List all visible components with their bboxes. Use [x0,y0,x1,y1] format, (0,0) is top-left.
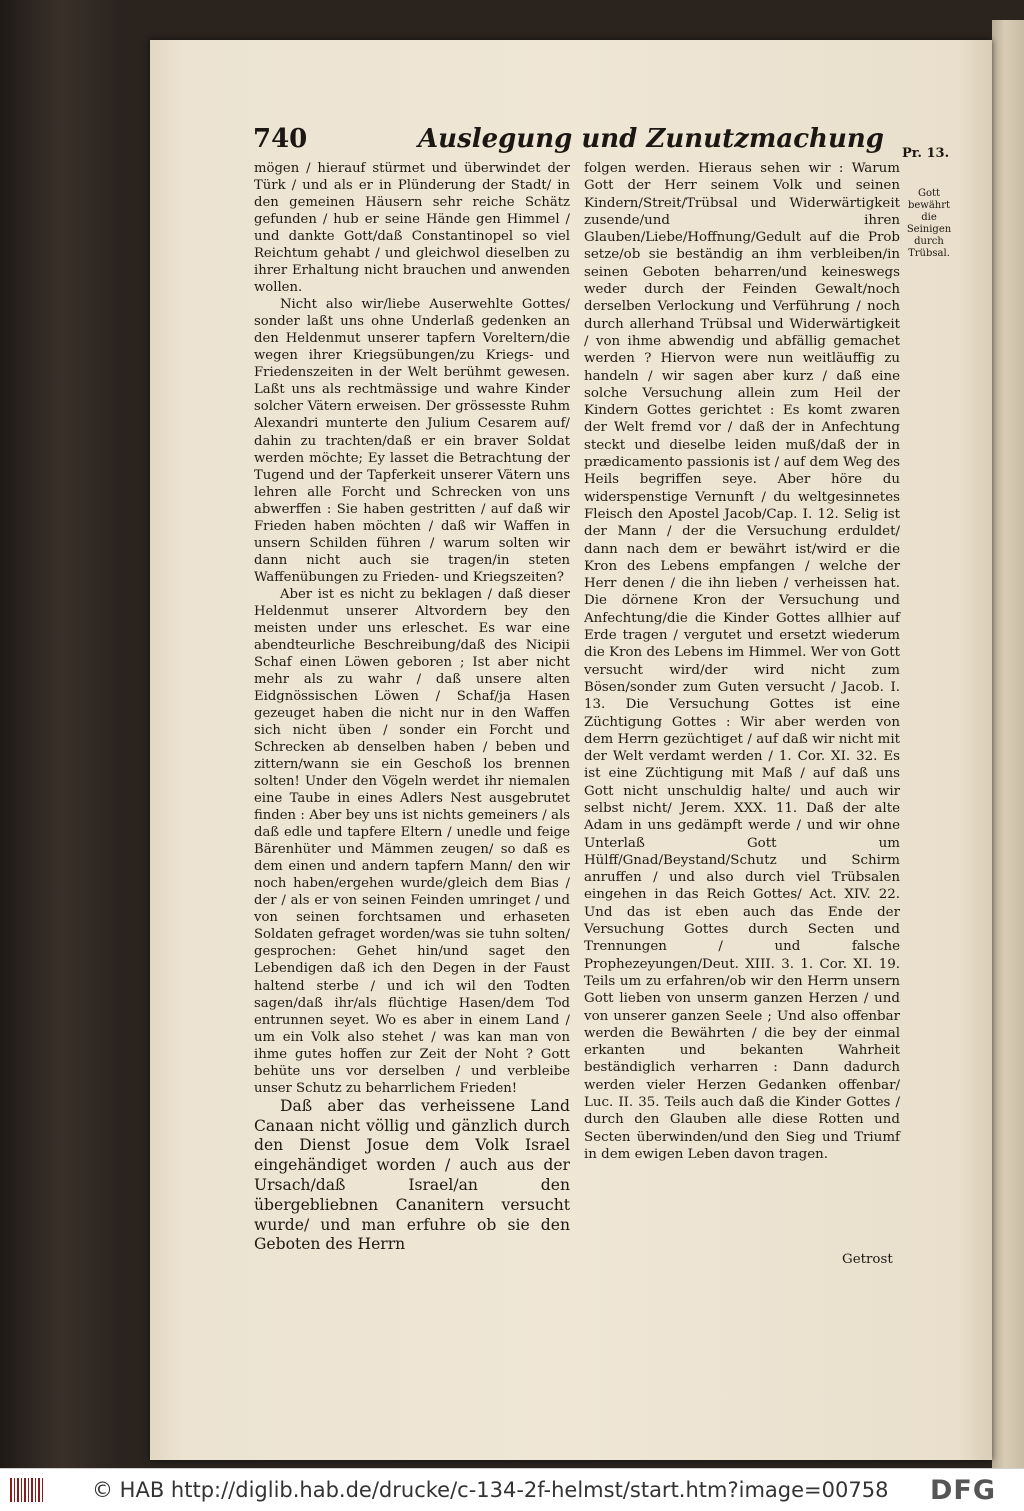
dfg-logo: DFG [930,1475,997,1506]
paragraph: Nicht also wir/liebe Auserwehlte Gottes/ sonder laßt uns ohne Underlaß gedenken an den Heldenmut unserer tapfern Voreltern/die wegen ihrer Kriegsübungen/zu Kriegs- und Friedenszeiten in der Welt berühmt gewesen. Laßt uns als rechtmässige und wahre Kinder solcher Vätern erweisen. Der grössesste Ruhm Alexandri munterte den Julium Cesarem auf/ dahin zu trachten/daß er ein braver Soldat werden möchte; Ey lasset die Betrachtung der Tugend und der Tapferkeit unserer Vätern uns lehren alle Forcht und Schrecken von uns abwerffen : Sie haben gestritten / auf daß wir Frieden haben möchten / daß wir Waffen in unsern Schilden führen / warum solten wir dann nicht auch sie tragen/in steten Waffenübungen zu Frieden- und Kriegszeiten? [254,297,570,585]
copyright-url[interactable]: © HAB http://diglib.hab.de/drucke/c-134-2f-helmst/start.htm?image=00758 [92,1478,889,1502]
catchword: Getrost [842,1252,893,1267]
running-title: Auslegung und Zunutzmachung [418,124,884,154]
paragraph: Aber ist es nicht zu beklagen / daß dieser Heldenmut unserer Altvordern bey den meisten under uns erleschet. Es war eine abendteurliche Beschreibung/daß des Nicipii Schaf einen Löwen geboren ; Ist aber nicht mehr als zu wahr / daß unsere alten Eidgnössischen Löwen / Schaf/ja Hasen gezeuget haben die nicht nur in den Waffen sich nicht üben / sonder ein Forcht und Schrecken ab denselben haben / beben und zittern/wann sie ein Geschoß los brennen solten! Under den Vögeln werdet ihr niemalen eine Taube in eines Adlers Nest ausgebrutet finden : Aber bey uns ist nichts gemeiners / als daß edle und tapfere Eltern / unedle und feige Bärenhüter und Mämmen zeugen/ so daß es dem einen und andern tapfern Mann/ den wir noch haben/ergehen wurde/gleich dem Bias / der / als er von seinen Feinden umringet / und von seinen forchtsamen und erhaseten Soldaten gefraget worden/was sie tuhn solten/ gesprochen: Gehet hin/und saget den Lebendigen daß ich den Degen in der Faust haltend sterbe / und ich wil den Todten sagen/daß ihr/als flüchtige Hasen/dem Tod entrunnen seyet. Wo es aber in einem Land / um ein Volk also stehet / was kan man von ihme gutes hoffen zur Zeit der Noht ? Gott behüte uns vor derselben / und verbleibe unser Schutz zu beharrlichem Frieden! [254,586,570,1096]
paragraph: folgen werden. Hieraus sehen wir : Warum Gott der Herr seinem Volk und seinen Kindern/Streit/Trübsal und Widerwärtigkeit zusende/und ihren Glauben/Liebe/Hoffnung/Gedult auf die Prob setze/ob sie beständig an ihm verbleiben/in seinen Geboten beharren/und keineswegs weder durch der Feinden Gewalt/noch derselben Verlockung und Verführung / noch durch allerhand Trübsal und Widerwärtigkeit / von ihme abwendig und abfällig gemachet werden ? Hiervon were nun weitläuffig zu handeln / wir sagen aber kurz / daß eine solche Versuchung allein zum Heil der Kindern Gottes gerichtet : Es komt zwaren der Welt fremd vor / daß der in Anfechtung steckt und dieselbe leiden muß/daß der in prædicamento passionis ist / auf dem Weg des Heils begriffen seye. Aber höre du widerspenstige Vernunft / du weltgesinnetes Fleisch den Apostel Jacob/Cap. I. 12. Selig ist der Mann / der die Versuchung erduldet/ dann nach dem er bewährt ist/wird er die Kron des Lebens empfangen / welche der Herr denen / die ihn lieben / verheissen hat. Die dörnene Kron der Versuchung und Anfechtung/die die Kinder Gottes allhier auf Erde tragen / vergutet und ersetzt wiederum die Kron des Lebens im Himmel. Wer von Gott versucht wird/der wird nicht zum Bösen/sonder zum Guten versucht / Jacob. I. 13. Die Versuchung Gottes ist eine Züchtigung Gottes : Wir aber werden von dem Herrn gezüchtiget / auf daß wir nicht mit der Welt verdamt werden / 1. Cor. XI. 32. Es ist eine Züchtigung mit Maß / auf daß uns Gott nicht unschuldig halte/ und auch wir selbst nicht/ Jerem. XXX. 11. Daß der alte Adam in uns gedämpft werde / und wir ohne Unterlaß Gott um Hülff/Gnad/Beystand/Schutz und Schirm anruffen / und also durch viel Trübsalen eingehen in das Reich Gottes/ Act. XIV. 22. Und das ist eben auch das Ende der Versuchung Gottes durch Secten und Trennungen / und falsche Prophezeyungen/Deut. XIII. 3. 1. Cor. XI. 19. Teils um zu erfahren/ob wir den Herrn unsern Gott lieben von unserm ganzen Herzen / und von unserer ganzen Seele ; Und also offenbar werden die Bewährten / die bey der einmal erkanten und bekanten Wahrheit beständiglich verharren : Dann dadurch werden vieler Herzen Gedanken offenbar/ Luc. II. 35. Teils auch daß die Kinder Gottes / durch den Glauben alle diese Rotten und Secten überwinden/und den Sieg und Triumf in dem ewigen Leben davon tragen. [584,161,900,1162]
barcode-icon [10,1478,44,1502]
marginal-note: Gott bewährt die Seinigen durch Trübsal. [906,188,952,259]
page-number: 740 [253,124,308,154]
right-text-column [584,160,900,1163]
next-page-edge [992,20,1024,1468]
left-text-column [254,160,570,1255]
paragraph: Daß aber das verheissene Land Canaan nicht völlig und gänzlich durch den Dienst Josue dem Volk Israel eingehändiget worden / auch aus der Ursach/daß Israel/an den übergebliebnen Cananitern versucht wurde/ und man erfuhre ob sie den Geboten des Herrn [254,1096,570,1254]
viewer-footer [0,1468,1024,1511]
paragraph: mögen / hierauf stürmet und überwindet der Türk / und als er in Plünderung der Stadt/ in den gemeinen Häusern sehr reiche Schätz gefunden / hub er seine Hände gen Himmel / und dankte Gott/daß Constantinopel so viel Reichtum gehabt / und gleichwol dieselben zu ihrer Erhaltung nicht brauchen und anwenden wollen. [254,161,570,296]
section-mark: Pr. 13. [902,146,950,161]
